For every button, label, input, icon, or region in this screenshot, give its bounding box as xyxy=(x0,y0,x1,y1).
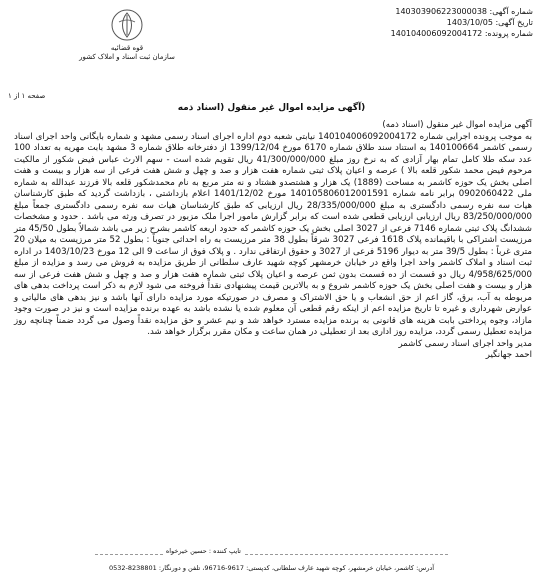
case-number-label: شماره پرونده: xyxy=(484,29,533,38)
address-footer: آدرس: کاشمر، خیابان خرمشهر، کوچه شهید عارف سلطانی، کدپستی: 9617-96716، تلفن و دورنگار: 8238801-0532 xyxy=(108,564,435,572)
ad-number-value: 140303906223000038 xyxy=(395,7,487,16)
emblem-line1: قوه قضائیه xyxy=(110,44,144,52)
case-number-value: 140104006092004172 xyxy=(390,29,483,38)
ad-date-value: 1403/10/05 xyxy=(446,18,493,27)
page-counter: صفحه ۱ از ۱ xyxy=(8,92,46,100)
ad-info-header xyxy=(343,6,533,39)
signatory-title: مدیر واحد اجرای اسناد رسمی کاشمر xyxy=(398,338,532,349)
ad-date-row xyxy=(343,17,533,28)
organization-emblem xyxy=(72,8,182,78)
emblem-icon xyxy=(110,8,144,42)
typist-line xyxy=(0,546,543,562)
case-number-row xyxy=(343,28,533,39)
body-paragraph: به موجب پرونده اجرایی شماره 140104006092004172 نیابتی شعبه دوم اداره اجرای اسناد رسمی مشهد و شماره بایگانی واحد اجرای اسناد رسمی کاشمر 140100664 به استناد سند طلاق شماره 6170 مورخ 1399/12/04 از دفترخانه طلاق شماره 3 مشهد بابت مهریه به تعداد 100 عدد سکه طلا کامل تمام بهار آزادی که به نرخ روز مبلغ 41/300/000/000 ریال تقویم شده است - سهم الارث عباس فیض شکور از مالکیت مرحوم فیض محمد شکور قلعه بالا ) عرصه و اعیان پلاک ثبتی شماره هفت هزار و صد و چهل و شش هفت فرعی از سه هزار و بیست و هفت اصلی بخش یک حوزه کاشمر به مساحت (1889) یک هزار و هشتصدو هشتاد و نه متر مربع به نام محمدشکور قلعه بالا فرزند عبدالله به شماره ملی 0902060422 برابر نامه شماره 140105806012001591 مورخ 1401/12/02 اعلام بازداشتی ، بازداشت گردید که طبق کارشناسان هیات سه نفره رسمی دادگستری به مبلغ 28/335/000/000 ریال ارزیابی که طبق کارشناسان هیات سه نفره رسمی دادگستری جمعاً مبلغ 83/250/000/000 ریال ارزیابی ارزیابی قطعی شده است که برابر گزارش مامور اجرا ملک مزبور در تصرف ورثه می باشد . حدود و مشخصات ششدانگ پلاک ثبتی شماره 7146 فرعی از 3027 اصلی بخش یک حوزه کاشمر که حدود اربعه کاشمر بشرح زیر می باشد شمالاً بطول 45/50 متر مرزیست اشتراکی با باقیمانده پلاک 1618 فرعی 3027 شرقاً بطول 38 متر مرزیست به راه احداثی جنوباً : بطول 52 متر مرزیست به میلان 20 متری غرباً : بطول 39/5 متر به دیوار 5196 فرعی از 3027 و حقوق ارتفاقی ندارد . و پلاک فوق از ساعت 9 الی 12 مورخ 1403/10/23 در اداره ثبت اسناد و املاک کاشمر واحد اجرا واقع در خیابان خرمشهر کوچه شهید عارف سلطانی از طریق مزایده به فروش می رسد و مزایده از مبلغ 4/958/625/000 ریال دو قسمت از ده قسمت بدون ثمن عرصه و اعیان پلاک ثبتی شماره هفت هزار و صد و چهل و شش هفت فرعی از سه هزار و بیست و هفت اصلی بخش یک حوزه کاشمر شروع و به بالاترین قیمت پیشنهادی نقداً فروخته می شود لازم به ذکر است پرداخت بدهی های مربوطه به آب، برق، گاز اعم از حق انشعاب و یا حق الاشتراک و مصرف در صورتیکه مورد مزایده دارای آنها باشد و نیز بدهی های مالیاتی و عوارض شهرداری و غیره تا تاریخ مزایده اعم از اینکه رقم قطعی آن معلوم شده یا نشده باشد به عهده برنده مزایده است و نیز در صورت وجود مازاد، وجوه پرداختی بابت هزینه های قانونی به برنده مزایده مسترد خواهد شد و نیم عشر و حق مزایده نقداً وصول می گردد ضمناً چنانچه روز مزایده تعطیل رسمی گردد، مزایده روز اداری بعد از تعطیلی در همان ساعت و مکان مقرر برگزار خواهد شد. xyxy=(13,131,533,337)
document-body xyxy=(14,120,532,362)
ad-date-label: تاریخ آگهی: xyxy=(495,18,533,27)
signatory-name: احمد جهانگیر xyxy=(485,350,532,360)
body-heading: آگهی مزایده اموال غیر منقول (اسناد ذمه) xyxy=(382,120,532,130)
emblem-line2: سازمان ثبت اسناد و املاک کشور xyxy=(79,53,175,61)
ad-number-label: شماره آگهی: xyxy=(489,7,533,16)
divider xyxy=(95,554,448,555)
document-title: (آگهی مزایده اموال غیر منقول (اسناد ذمه xyxy=(177,103,366,113)
typist-label: تایپ کننده : حسین خیرخواه xyxy=(165,547,241,555)
ad-number-row xyxy=(343,6,533,17)
